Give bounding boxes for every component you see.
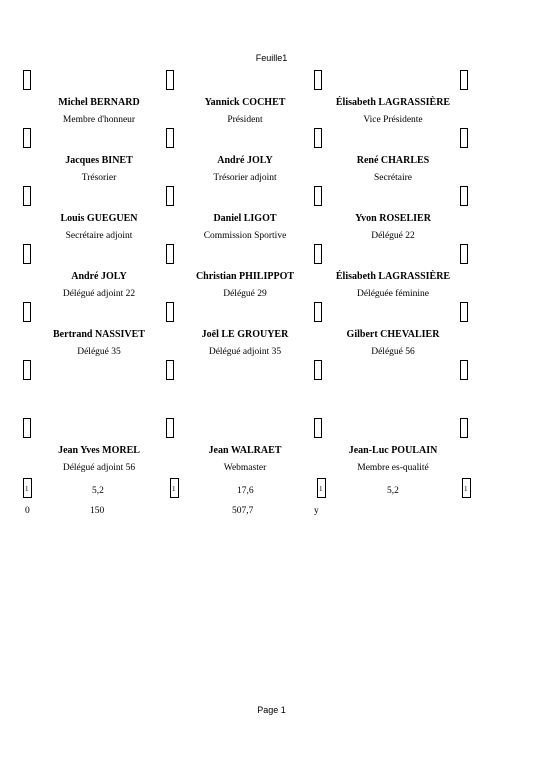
- image-placeholder-box: [166, 360, 174, 380]
- image-placeholder-box: [166, 244, 174, 264]
- numbered-box: [317, 478, 326, 498]
- image-placeholder-box: [460, 302, 468, 322]
- sheet-title: Feuille1: [255, 53, 288, 63]
- image-placeholder-box: [460, 186, 468, 206]
- member-name: Yannick COCHET: [204, 97, 286, 108]
- value-cell: 5,2: [387, 486, 399, 496]
- member-role: Délégué 56: [371, 347, 415, 357]
- member-role: Membre d'honneur: [62, 115, 136, 125]
- member-name: Yvon ROSELIER: [355, 213, 431, 224]
- numbered-box: [462, 478, 471, 498]
- member-role: Délégué 29: [223, 289, 267, 299]
- image-placeholder-box: [166, 186, 174, 206]
- value-cell: 507,7: [232, 506, 254, 516]
- image-placeholder-box: [23, 244, 31, 264]
- member-name: Élisabeth LAGRASSIÈRE: [335, 97, 451, 108]
- member-role: Président: [227, 115, 263, 125]
- member-name: Joël LE GROUYER: [201, 329, 289, 340]
- box-digit: 1: [464, 485, 468, 493]
- value-cell: 17,6: [237, 486, 254, 496]
- member-role: Trésorier: [81, 173, 117, 183]
- image-placeholder-box: [314, 244, 322, 264]
- member-role: Délégué 35: [77, 347, 121, 357]
- member-role: Trésorier adjoint: [213, 173, 277, 183]
- numbered-box: [170, 478, 179, 498]
- image-placeholder-box: [314, 418, 322, 438]
- image-placeholder-box: [460, 70, 468, 90]
- image-placeholder-box: [23, 360, 31, 380]
- image-placeholder-box: [166, 418, 174, 438]
- image-placeholder-box: [314, 128, 322, 148]
- image-placeholder-box: [314, 186, 322, 206]
- image-placeholder-box: [314, 302, 322, 322]
- member-role: Secrétaire: [374, 173, 412, 183]
- member-name: René CHARLES: [356, 155, 430, 166]
- image-placeholder-box: [166, 302, 174, 322]
- member-role: Délégué 22: [371, 231, 415, 241]
- value-cell: y: [314, 506, 319, 516]
- image-placeholder-box: [23, 70, 31, 90]
- member-name: Gilbert CHEVALIER: [346, 329, 440, 340]
- member-name: Jacques BINET: [65, 155, 133, 166]
- box-digit: 1: [319, 485, 323, 493]
- member-role: Membre es-qualité: [357, 463, 429, 473]
- image-placeholder-box: [460, 244, 468, 264]
- member-name: Michel BERNARD: [58, 97, 140, 108]
- member-name: Bertrand NASSIVET: [53, 329, 145, 340]
- member-role: Webmaster: [223, 463, 267, 473]
- member-name: Jean WALRAET: [208, 445, 282, 456]
- member-name: Louis GUEGUEN: [60, 213, 138, 224]
- member-role: Commission Sportive: [203, 231, 287, 241]
- member-role: Secrétaire adjoint: [65, 231, 133, 241]
- member-role: Délégué adjoint 56: [62, 463, 136, 473]
- image-placeholder-box: [460, 418, 468, 438]
- box-digit: 1: [25, 485, 29, 493]
- box-digit: 1: [172, 485, 176, 493]
- image-placeholder-box: [460, 128, 468, 148]
- image-placeholder-box: [314, 70, 322, 90]
- member-role: Délégué adjoint 22: [62, 289, 136, 299]
- member-name: Jean Yves MOREL: [58, 445, 140, 456]
- image-placeholder-box: [166, 128, 174, 148]
- value-cell: 0: [25, 506, 30, 516]
- value-cell: 150: [90, 506, 105, 516]
- image-placeholder-box: [314, 360, 322, 380]
- image-placeholder-box: [166, 70, 174, 90]
- member-role: Vice Présidente: [363, 115, 423, 125]
- member-name: André JOLY: [71, 271, 127, 282]
- image-placeholder-box: [460, 360, 468, 380]
- value-cell: 5,2: [92, 486, 104, 496]
- member-role: Déléguée féminine: [356, 289, 429, 299]
- member-name: André JOLY: [217, 155, 273, 166]
- numbered-box: [23, 478, 32, 498]
- member-name: Christian PHILIPPOT: [195, 271, 295, 282]
- member-name: Élisabeth LAGRASSIÈRE: [335, 271, 451, 282]
- member-name: Daniel LIGOT: [213, 213, 277, 224]
- image-placeholder-box: [23, 302, 31, 322]
- member-role: Délégué adjoint 35: [208, 347, 282, 357]
- member-name: Jean-Luc POULAIN: [348, 445, 438, 456]
- image-placeholder-box: [23, 418, 31, 438]
- page-number: Page 1: [257, 705, 286, 715]
- image-placeholder-box: [23, 186, 31, 206]
- image-placeholder-box: [23, 128, 31, 148]
